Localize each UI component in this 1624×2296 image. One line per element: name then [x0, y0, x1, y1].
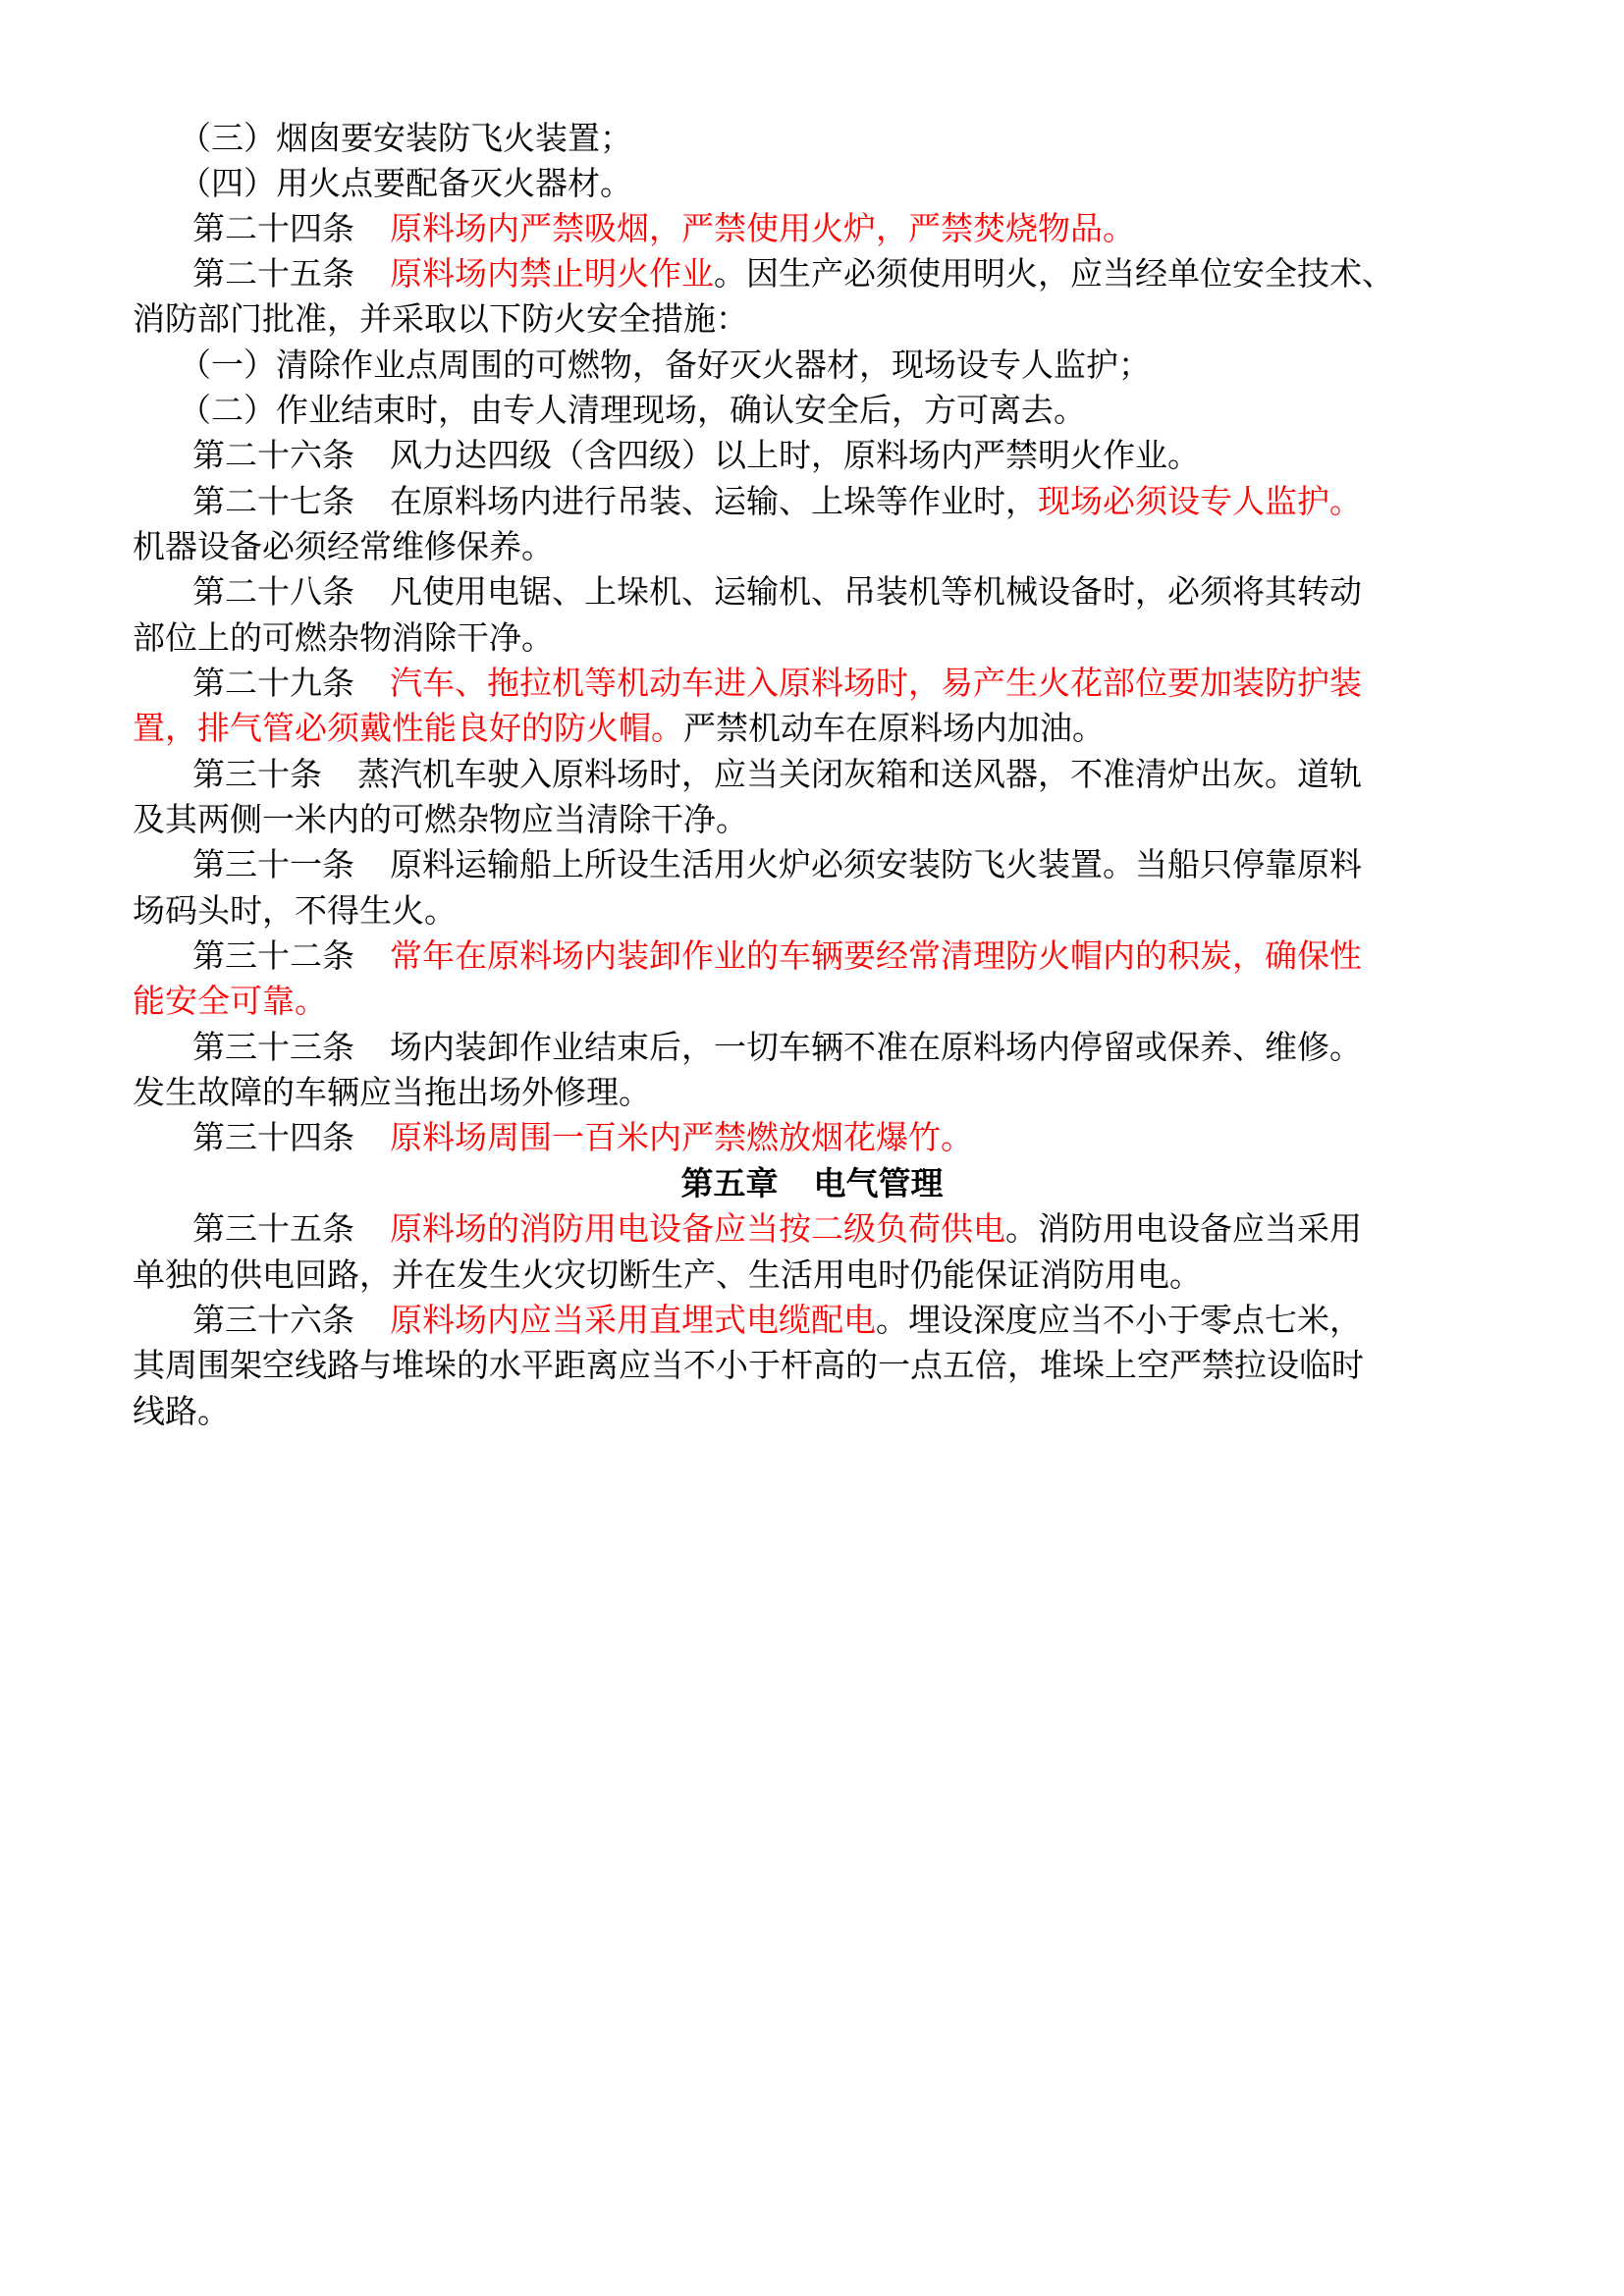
article-red-text: 原料场内应当采用直埋式电缆配电 — [390, 1301, 876, 1339]
article-text: 。因生产必须使用明火，应当经单位安全技术、 — [714, 254, 1394, 293]
article-continuation-text: 单独的供电回路，并在发生火灾切断生产、生活用电时仍能保证消防用电。 — [133, 1255, 1202, 1294]
article-continuation-text: 严禁机动车在原料场内加油。 — [683, 709, 1105, 747]
article-red-text: 原料场内禁止明火作业 — [390, 254, 714, 293]
item-2 — [179, 391, 1086, 430]
article-34 — [192, 1118, 973, 1157]
article-red-text: 原料场内严禁吸烟，严禁使用火炉，严禁焚烧物品。 — [390, 209, 1135, 247]
article-25-continuation — [133, 299, 748, 339]
chapter-title: 电气管理 — [813, 1164, 944, 1202]
article-text: 在原料场内进行吊装、运输、上垛等作业时， — [390, 482, 1038, 520]
article-continuation-text: 机器设备必须经常维修保养。 — [133, 527, 554, 565]
article-text: 风力达四级（含四级）以上时，原料场内严禁明火作业。 — [390, 436, 1200, 474]
article-text: 凡使用电锯、上垛机、运输机、吊装机等机械设备时，必须将其转动 — [390, 572, 1362, 611]
article-red-text: 汽车、拖拉机等机动车进入原料场时，易产生火花部位要加装防护装 — [390, 664, 1362, 702]
article-text: 蒸汽机车驶入原料场时，应当关闭灰箱和送风器，不准清炉出灰。道轨 — [357, 755, 1362, 793]
article-text: 。埋设深度应当不小于零点七米， — [876, 1301, 1362, 1339]
article-24 — [192, 209, 1135, 248]
item-1-text: （一）清除作业点周围的可燃物，备好灭火器材，现场设专人监护； — [179, 346, 1151, 384]
article-36-continuation-1 — [133, 1346, 1364, 1385]
article-27 — [192, 482, 1362, 521]
article-27-continuation — [133, 527, 554, 566]
article-number: 第二十七条 — [192, 482, 354, 520]
article-continuation-red-text: 能安全可靠。 — [133, 982, 327, 1020]
article-number: 第三十五条 — [192, 1209, 354, 1248]
chapter-heading — [0, 1164, 1624, 1203]
article-number: 第三十四条 — [192, 1118, 354, 1156]
article-number: 第三十一条 — [192, 845, 354, 883]
article-25 — [192, 254, 1394, 294]
article-number: 第三十条 — [192, 755, 322, 793]
article-continuation-text: 部位上的可燃杂物消除干净。 — [133, 618, 554, 657]
article-red-text: 常年在原料场内装卸作业的车辆要经常清理防火帽内的积炭，确保性 — [390, 936, 1362, 975]
article-31-continuation — [133, 891, 457, 931]
article-35 — [192, 1209, 1362, 1249]
article-32 — [192, 936, 1362, 976]
article-red-text: 原料场的消防用电设备应当按二级负荷供电 — [390, 1209, 1005, 1248]
article-number: 第三十三条 — [192, 1028, 354, 1066]
article-continuation-text: 其周围架空线路与堆垛的水平距离应当不小于杆高的一点五倍，堆垛上空严禁拉设临时 — [133, 1346, 1364, 1384]
item-4-text: （四）用火点要配备灭火器材。 — [179, 164, 632, 202]
article-31 — [192, 845, 1362, 884]
item-2-text: （二）作业结束时，由专人清理现场，确认安全后，方可离去。 — [179, 391, 1086, 429]
article-continuation-red-text: 置，排气管必须戴性能良好的防火帽。 — [133, 709, 683, 747]
item-3 — [179, 119, 632, 158]
article-30-continuation — [133, 800, 748, 839]
article-continuation-text: 发生故障的车辆应当拖出场外修理。 — [133, 1073, 651, 1111]
article-26 — [192, 436, 1200, 475]
article-28-continuation — [133, 618, 554, 658]
article-text: 。消防用电设备应当采用 — [1005, 1209, 1362, 1248]
article-number: 第二十九条 — [192, 664, 354, 702]
article-continuation-text: 及其两侧一米内的可燃杂物应当清除干净。 — [133, 800, 748, 838]
article-number: 第三十六条 — [192, 1301, 354, 1339]
article-28 — [192, 572, 1362, 612]
article-32-continuation — [133, 982, 327, 1021]
article-red-text: 原料场周围一百米内严禁燃放烟花爆竹。 — [390, 1118, 973, 1156]
article-number: 第二十五条 — [192, 254, 354, 293]
item-1 — [179, 346, 1151, 385]
article-number: 第二十四条 — [192, 209, 354, 247]
article-29 — [192, 664, 1362, 703]
article-continuation-text: 线路。 — [133, 1392, 230, 1430]
article-continuation-text: 消防部门批准，并采取以下防火安全措施： — [133, 299, 748, 338]
article-number: 第二十六条 — [192, 436, 354, 474]
article-33 — [192, 1028, 1362, 1067]
item-3-text: （三）烟囱要安装防飞火装置； — [179, 119, 632, 157]
article-33-continuation — [133, 1073, 651, 1112]
article-number: 第二十八条 — [192, 572, 354, 611]
article-red-text: 现场必须设专人监护。 — [1038, 482, 1362, 520]
article-text: 原料运输船上所设生活用火炉必须安装防飞火装置。当船只停靠原料 — [390, 845, 1362, 883]
article-36 — [192, 1301, 1362, 1340]
item-4 — [179, 164, 632, 203]
article-29-continuation — [133, 709, 1105, 748]
chapter-number: 第五章 — [680, 1164, 779, 1202]
article-text: 场内装卸作业结束后，一切车辆不准在原料场内停留或保养、维修。 — [390, 1028, 1362, 1066]
article-number: 第三十二条 — [192, 936, 354, 975]
article-35-continuation — [133, 1255, 1202, 1295]
article-36-continuation-2 — [133, 1392, 230, 1431]
article-30 — [192, 755, 1362, 794]
article-continuation-text: 场码头时，不得生火。 — [133, 891, 457, 930]
